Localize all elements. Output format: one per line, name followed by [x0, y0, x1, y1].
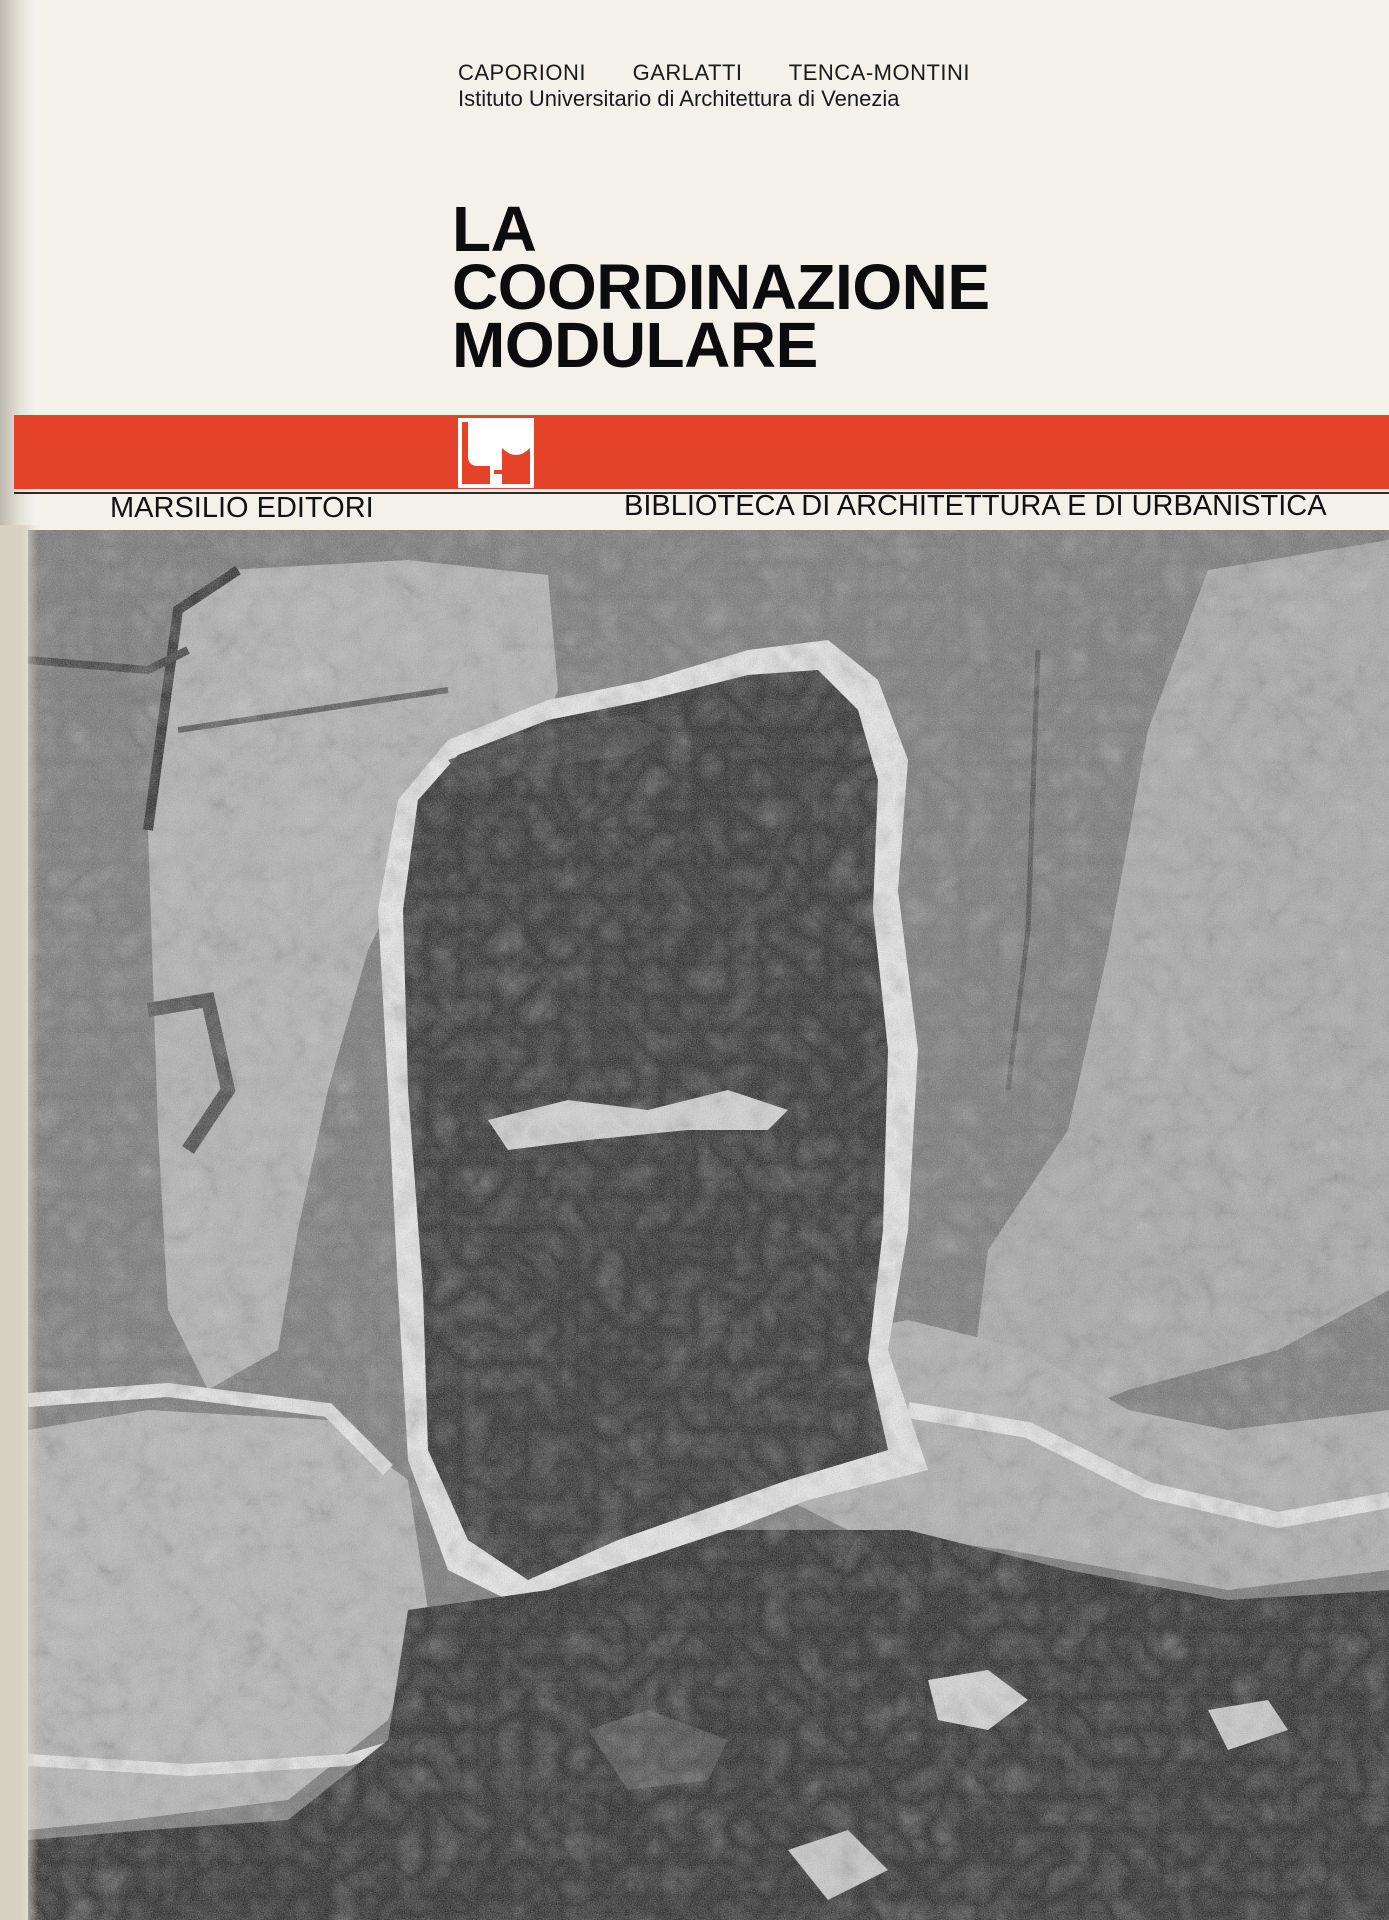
publisher-name: MARSILIO EDITORI [110, 492, 374, 524]
title-line: COORDINAZIONE [452, 251, 990, 323]
author-name: CAPORIONI [458, 60, 586, 85]
stone-texture-photograph-icon [28, 530, 1389, 1920]
publisher-logo-icon [458, 418, 534, 488]
title-line: MODULARE [452, 309, 818, 381]
institute-name: Istituto Universitario di Architettura di Venezia [458, 86, 900, 111]
red-band [14, 415, 1389, 489]
author-name: GARLATTI [632, 60, 743, 85]
author-name: TENCA-MONTINI [788, 60, 971, 85]
cover-photograph [28, 530, 1389, 1920]
title-line: LA [452, 193, 537, 265]
authors-line [458, 60, 970, 86]
book-title [452, 193, 990, 381]
spine-edge [0, 525, 38, 1920]
series-name: BIBLIOTECA DI ARCHITETTURA E DI URBANISTICA [624, 490, 1327, 522]
